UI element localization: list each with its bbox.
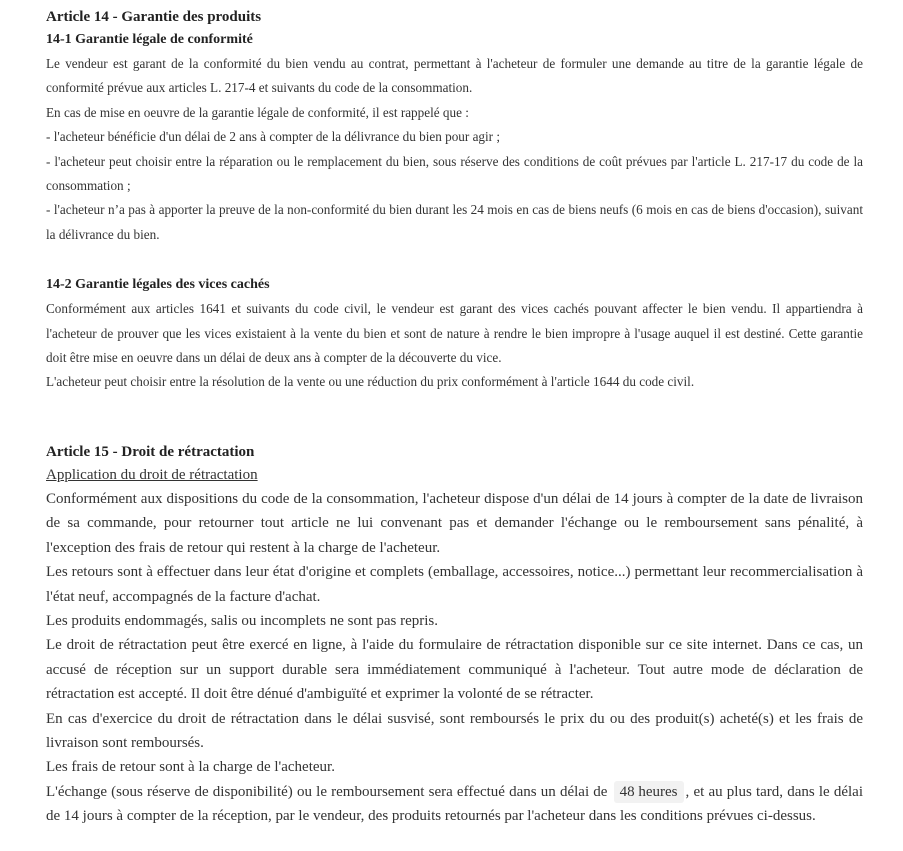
article-15-paragraph: Conformément aux dispositions du code de la consommation, l'acheteur dispose d'un délai de 14 jours à compter de la date de livraison de sa commande, pour retourner tout article ne lui convenant pas et demander l'échange ou le remboursement sans pénalité, à l'exception des frais de retour qui restent à la charge de l'acheteur. bbox=[46, 490, 863, 556]
withdrawal-application-heading: Application du droit de rétractation bbox=[46, 466, 258, 483]
section-14-1-bullet: - l'acheteur bénéficie d'un délai de 2 ans à compter de la délivrance du bien pour agir ; bbox=[46, 129, 501, 145]
section-14-1-bullet: - l'acheteur n’a pas à apporter la preuve de la non-conformité du bien durant les 24 mois en cas de biens neufs (6 mois en cas de biens d'occasion), suivant la délivrance du bien. bbox=[46, 202, 863, 242]
article-15-refund-paragraph bbox=[46, 780, 863, 829]
article-15-paragraph: Les retours sont à effectuer dans leur état d'origine et complets (emballage, accessoires, notice...) permettant leur recommercialisation à l'état neuf, accompagnés de la facture d'achat. bbox=[46, 564, 863, 605]
section-14-1-paragraph: Le vendeur est garant de la conformité du bien vendu au contrat, permettant à l'acheteur de formuler une demande au titre de la garantie légale de conformité prévue aux articles L. 217-4 et suivants du code de la consommation. bbox=[46, 56, 863, 96]
section-14-2-paragraph: Conformément aux articles 1641 et suivants du code civil, le vendeur est garant des vices cachés pouvant affecter le bien vendu. Il appartiendra à l'acheteur de prouver que les vices existaient à la vente du bien et sont de nature à rendre le bien impropre à l'usage auquel il est destiné. Cette garantie doit être mise en oeuvre dans un délai de deux ans à compter de la découverte du vice. bbox=[46, 301, 863, 366]
article-14 bbox=[46, 6, 863, 395]
article-15-paragraph: Les frais de retour sont à la charge de l'acheteur. bbox=[46, 759, 335, 776]
spacer bbox=[46, 247, 863, 273]
refund-delay-chip: 48 heures bbox=[614, 781, 684, 803]
article-15-title: Article 15 - Droit de rétractation bbox=[46, 443, 255, 460]
article-15-paragraph: En cas d'exercice du droit de rétractation dans le délai susvisé, sont remboursés le prix du ou des produit(s) acheté(s) et les frais de livraison sont remboursés. bbox=[46, 710, 863, 751]
section-14-1-bullet: - l'acheteur peut choisir entre la réparation ou le remplacement du bien, sous réserve des conditions de coût prévues par l'article L. 217-17 du code de la consommation ; bbox=[46, 153, 863, 194]
section-14-2-title: 14-2 Garantie légales des vices cachés bbox=[46, 277, 270, 293]
article-15-paragraph: Le droit de rétractation peut être exercé en ligne, à l'aide du formulaire de rétractation disponible sur ce site internet. Dans ce cas, un accusé de réception sur un support durable sera immédiatement communiqué à l'acheteur. Tout autre mode de déclaration de rétractation est accepté. Il doit être dénué d'ambiguïté et exprimer la volonté de se rétracter. bbox=[46, 637, 863, 703]
section-14-1-intro: En cas de mise en oeuvre de la garantie légale de conformité, il est rappelé que : bbox=[46, 104, 469, 120]
refund-text-after: , et au plus tard, dans le délai de 14 jours à compter de la réception, par le vendeur, des produits retournés par l'acheteur dans les conditions prévues ci-dessus. bbox=[46, 783, 864, 825]
refund-text-before: L'échange (sous réserve de disponibilité) ou le remboursement sera effectué dans un délai de bbox=[46, 783, 608, 800]
spacer bbox=[46, 395, 863, 441]
article-15-paragraph: Les produits endommagés, salis ou incomplets ne sont pas repris. bbox=[46, 612, 439, 629]
section-14-1-title: 14-1 Garantie légale de conformité bbox=[46, 32, 253, 47]
article-15 bbox=[46, 441, 863, 829]
article-14-title: Article 14 - Garantie des produits bbox=[46, 9, 262, 25]
section-14-2-paragraph: L'acheteur peut choisir entre la résolution de la vente ou une réduction du prix conformément à l'article 1644 du code civil. bbox=[46, 374, 695, 390]
